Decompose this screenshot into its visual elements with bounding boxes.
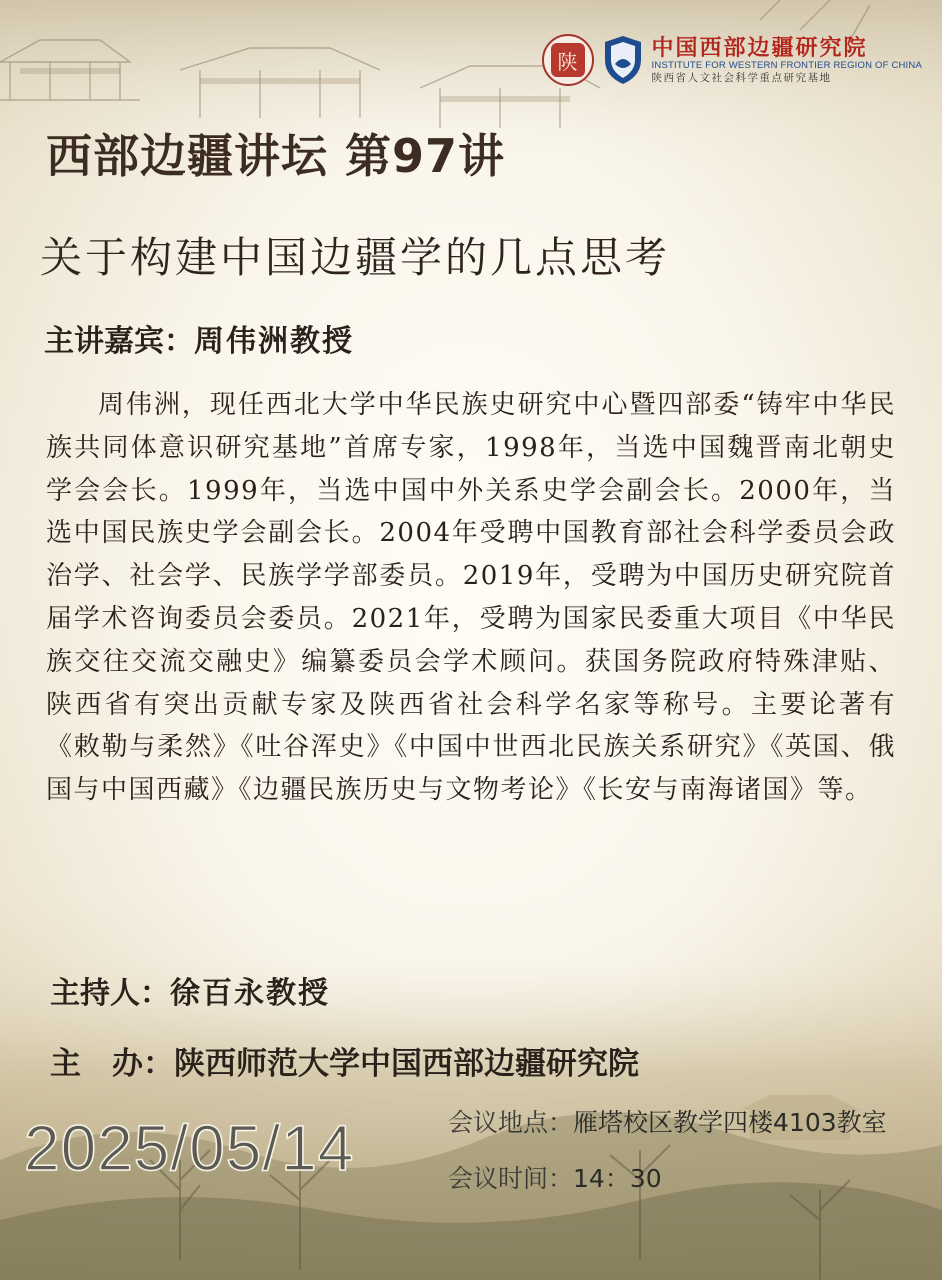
lecture-topic: 关于构建中国边疆学的几点思考 bbox=[40, 233, 671, 282]
time-line bbox=[448, 1162, 662, 1196]
speaker-bio: 周伟洲，现任西北大学中华民族史研究中心暨四部委“铸牢中华民族共同体意识研究基地”首席专家，1998年，当选中国魏晋南北朝史学会会长。1999年，当选中国中外关系史学会副会长。2000年，当选中国民族史学会副会长。2004年受聘中国教育部社会科学委员会政治学、社会学、民族学学部委员。2019年，受聘为中国历史研究院首届学术咨询委员会委员。2021年，受聘为国家民委重大项目《中华民族交往交流交融史》编纂委员会学术顾问。获国务院政府特殊津贴、陕西省有突出贡献专家及陕西省社会科学名家等称号。主要论著有《敕勒与柔然》《吐谷浑史》《中国中世西北民族关系研究》《英国、俄国与中国西藏》《边疆民族历史与文物考论》《长安与南海诸国》等。 bbox=[46, 390, 896, 806]
institute-shield-icon bbox=[602, 34, 644, 86]
host-name: 徐百永教授 bbox=[170, 976, 330, 1011]
event-date: 2025/05/14 bbox=[24, 1112, 355, 1184]
venue-label: 会议地点： bbox=[448, 1108, 574, 1137]
organizer-label: 主 办： bbox=[50, 1046, 174, 1082]
speaker-name: 周伟洲教授 bbox=[194, 324, 354, 359]
institute-name-cn: 中国西部边疆研究院 bbox=[651, 34, 868, 61]
time-value: 14：30 bbox=[573, 1164, 662, 1193]
institute-logos bbox=[542, 30, 922, 90]
institute-name-en: INSTITUTE FOR WESTERN FRONTIER REGION OF CHINA bbox=[651, 59, 922, 71]
host-label: 主持人： bbox=[50, 976, 170, 1011]
venue-line bbox=[448, 1106, 887, 1140]
host-line bbox=[50, 970, 330, 1018]
institute-name-block bbox=[652, 36, 922, 85]
organizer-name: 陕西师范大学中国西部边疆研究院 bbox=[174, 1046, 639, 1082]
seal-char: 陕 bbox=[551, 43, 585, 77]
organizer-line bbox=[50, 1040, 639, 1088]
institute-subtitle: 陕西省人文社会科学重点研究基地 bbox=[651, 71, 832, 84]
speaker-line bbox=[44, 318, 354, 366]
speaker-label: 主讲嘉宾： bbox=[44, 324, 194, 359]
forum-title: 西部边疆讲坛 第97讲 bbox=[46, 129, 506, 183]
university-seal-icon bbox=[542, 34, 594, 86]
venue-value: 雁塔校区教学四楼4103教室 bbox=[573, 1108, 887, 1137]
time-label: 会议时间： bbox=[448, 1164, 574, 1193]
